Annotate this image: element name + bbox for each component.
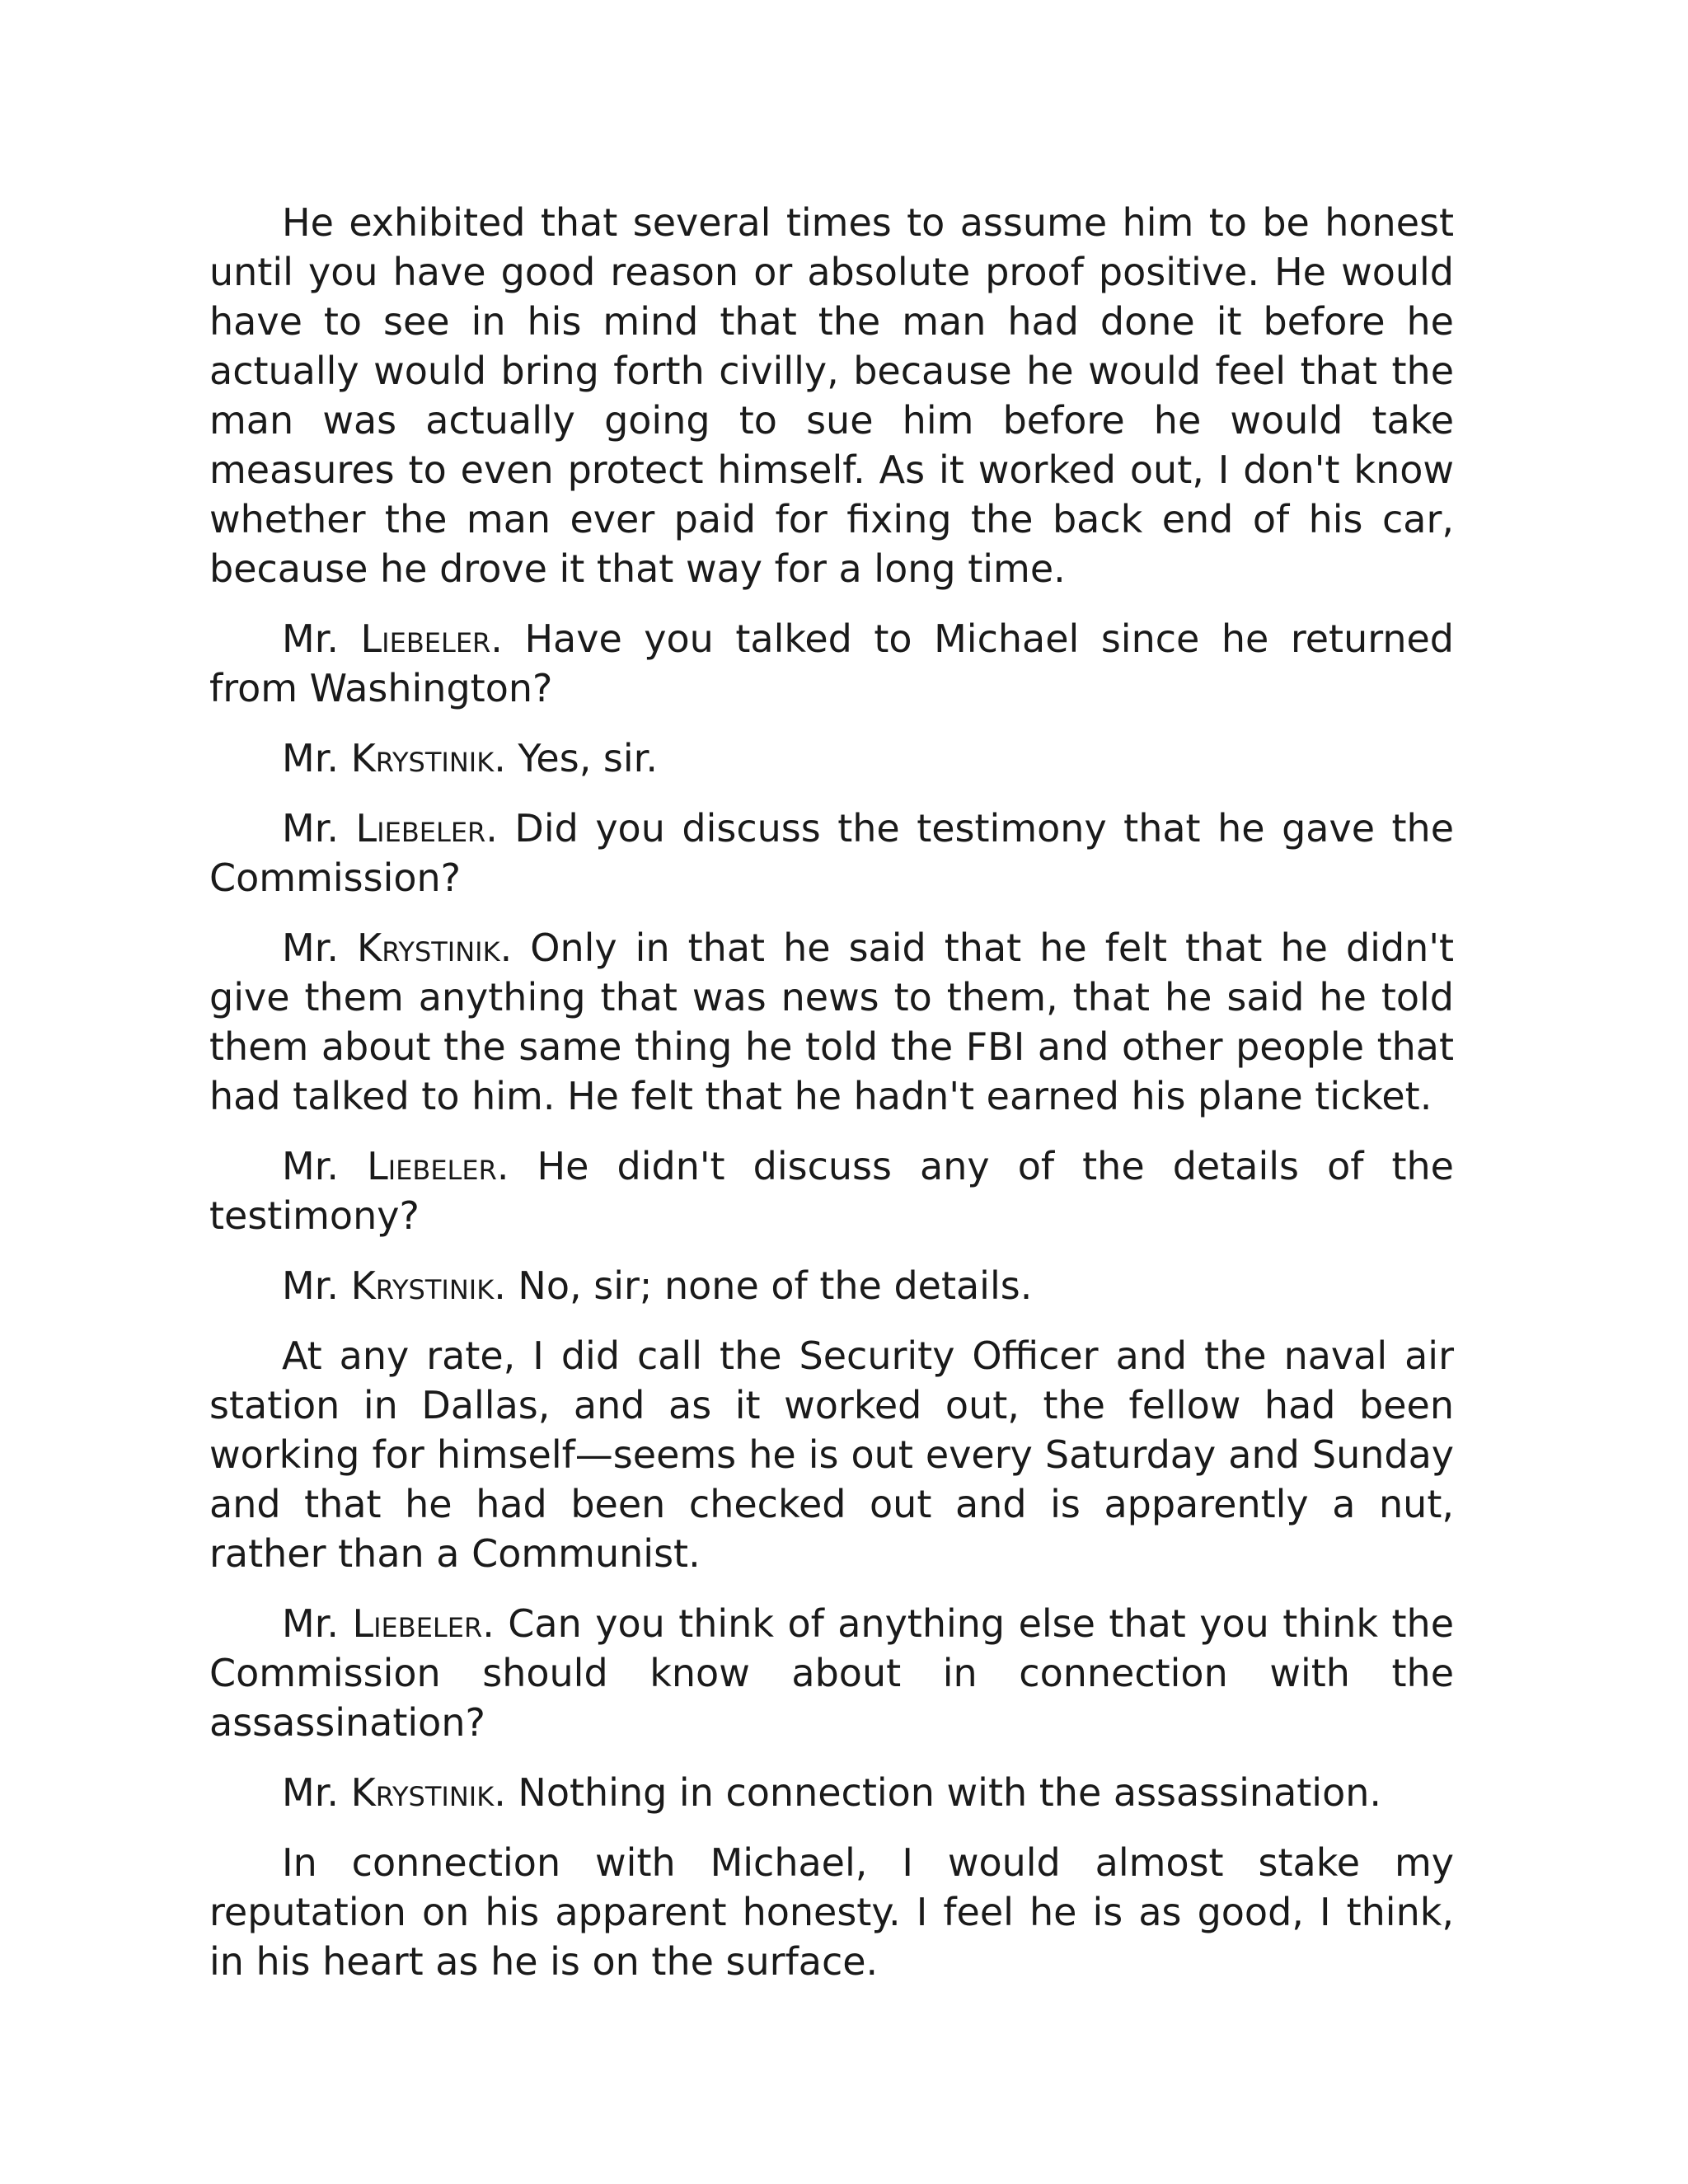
speaker-prefix: Mr. bbox=[282, 806, 356, 851]
paragraph-text: . Yes, sir. bbox=[494, 736, 658, 780]
speaker-name: Liebeler bbox=[352, 1601, 483, 1646]
paragraph-text: . He didn't discuss any of the details of the testimony? bbox=[209, 1144, 1454, 1238]
paragraph-text: . Nothing in connection with the assassination. bbox=[494, 1770, 1381, 1815]
speaker-prefix: Mr. bbox=[282, 1263, 351, 1308]
paragraph bbox=[209, 733, 1454, 783]
paragraph bbox=[209, 1261, 1454, 1310]
paragraph-text: . No, sir; none of the details. bbox=[494, 1263, 1033, 1308]
speaker-name: Krystinik bbox=[350, 736, 495, 780]
speaker-name: Liebeler bbox=[360, 616, 491, 661]
speaker-prefix: Mr. bbox=[282, 1770, 351, 1815]
paragraph-text: . Did you discuss the testimony that he gave the Commission? bbox=[209, 806, 1455, 900]
speaker-name: Liebeler bbox=[355, 806, 486, 851]
paragraph-text: . Can you think of anything else that you think the Commission should know about in connection with the assassination? bbox=[209, 1601, 1454, 1745]
speaker-name: Liebeler bbox=[367, 1144, 497, 1188]
paragraph-text: At any rate, I did call the Security Officer and the naval air station in Dallas, and as it worked out, the fellow had been working for himself—seems he is out every Saturday and Sunday and that he had been checked out and is apparently a nut, rather than a Communist. bbox=[209, 1333, 1454, 1576]
paragraph bbox=[209, 198, 1454, 593]
paragraph bbox=[209, 804, 1454, 902]
paragraph bbox=[209, 1599, 1454, 1747]
paragraph bbox=[209, 1331, 1454, 1578]
speaker-prefix: Mr. bbox=[282, 736, 351, 780]
paragraph-text: . Only in that he said that he felt that he didn't give them anything that was news to them, that he said he told them about the same thing he told the FBI and other people that had talked to him. He felt that he hadn't earned his plane ticket. bbox=[209, 926, 1454, 1118]
paragraph-text: In connection with Michael, I would almost stake my reputation on his apparent honesty. I feel he is as good, I think, in his heart as he is on the surface. bbox=[209, 1840, 1454, 1984]
speaker-name: Krystinik bbox=[350, 1263, 495, 1308]
speaker-prefix: Mr. bbox=[282, 616, 361, 661]
paragraph bbox=[209, 923, 1454, 1121]
paragraph-text: He exhibited that several times to assume him to be honest until you have good reason or absolute proof positive. He would have to see in his mind that the man had done it before he actually would bring forth civilly, because he would feel that the man was actually going to sue him before he would take measures to even protect himself. As it worked out, I don't know whether the man ever paid for fixing the back end of his car, because he drove it that way for a long time. bbox=[209, 200, 1454, 591]
speaker-name: Krystinik bbox=[350, 1770, 495, 1815]
paragraph-text: . Have you talked to Michael since he returned from Washington? bbox=[209, 616, 1455, 710]
paragraph bbox=[209, 1768, 1454, 1817]
paragraph bbox=[209, 614, 1454, 713]
speaker-prefix: Mr. bbox=[282, 926, 358, 970]
testimony-page bbox=[209, 198, 1454, 1986]
speaker-prefix: Mr. bbox=[282, 1601, 353, 1646]
speaker-prefix: Mr. bbox=[282, 1144, 368, 1188]
speaker-name: Krystinik bbox=[357, 926, 500, 970]
paragraph bbox=[209, 1838, 1454, 1986]
paragraph bbox=[209, 1141, 1454, 1240]
